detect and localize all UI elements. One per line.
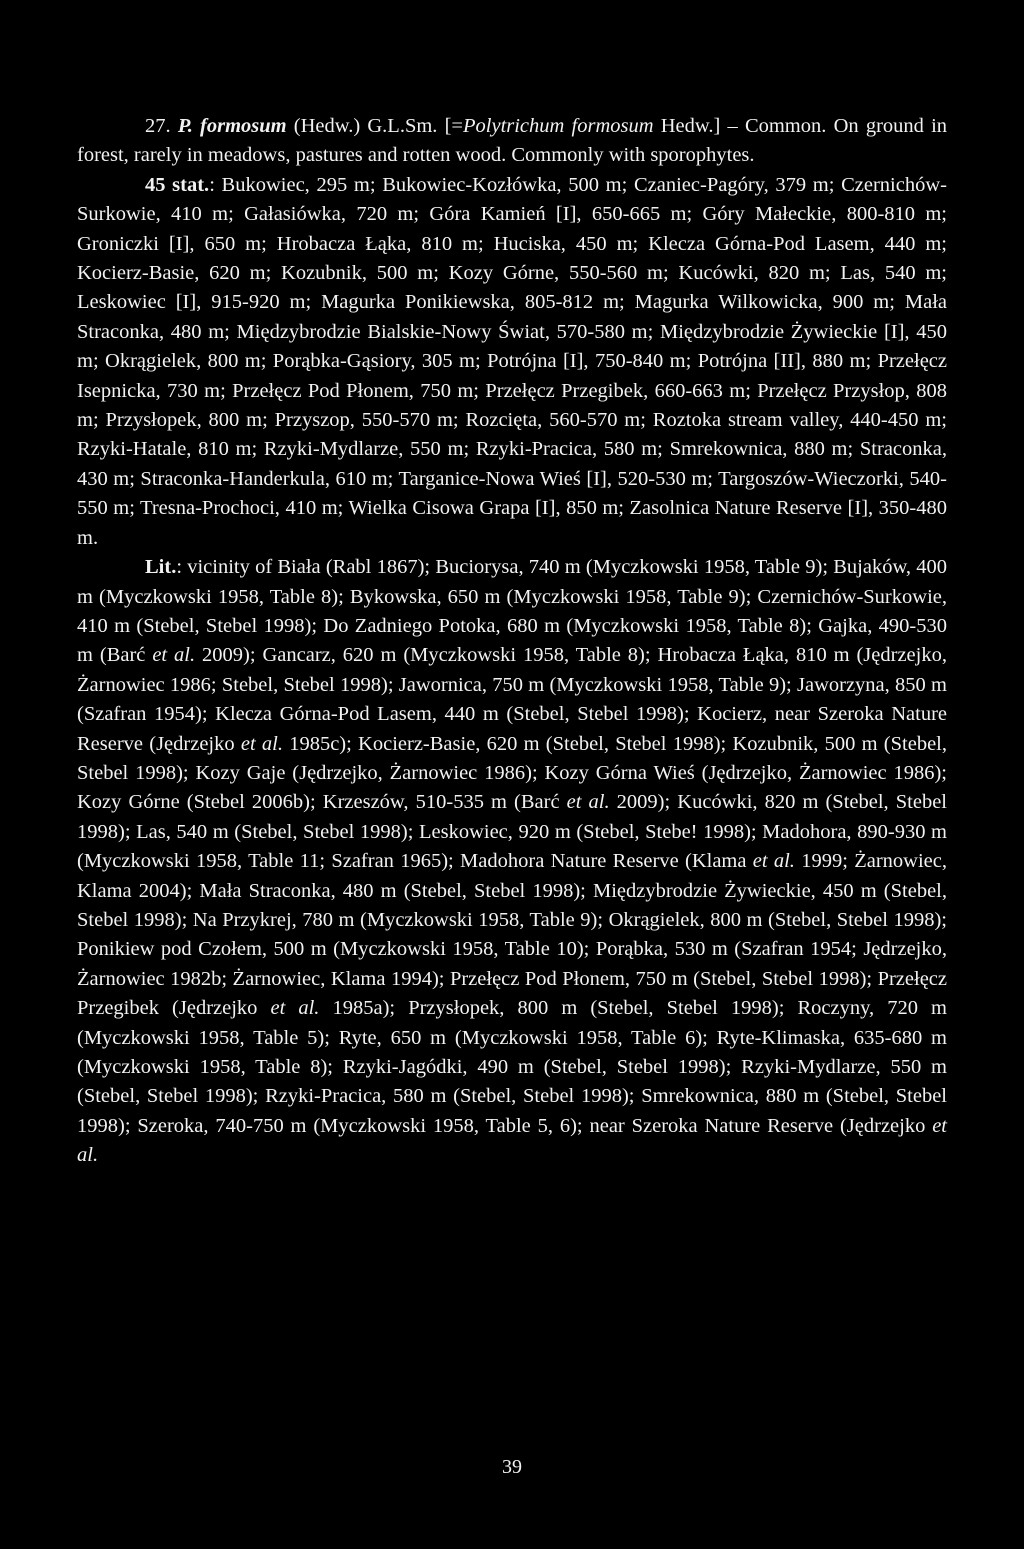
body-text [77,112,947,1171]
synonym-name: Polytrichum formosum [463,115,654,137]
literature-text: 1999; Żarnowiec, Klama 2004); Mała Straconka, 480 m (Stebel, Stebel 1998); Międzybrodzie Żywieckie, 450 m (Stebel, Stebel 1998); Na Przykrej, 780 m (Myczkowski 1958, Table 9); Okrągielek, 800 m (Stebel, Stebel 1998); Ponikiew pod Czołem, 500 m (Myczkowski 1958, Table 10); Porąbka, 530 m (Szafran 1954; Jędrzejko, Żarnowiec 1982b; Żarnowiec, Klama 1994); Przełęcz Pod Płonem, 750 m (Stebel, Stebel 1998); Przełęcz Przegibek (Jędrzejko [77,850,947,1020]
species-epithet: formosum [200,115,287,137]
entry-number: 27. [145,115,171,137]
habitat-text: On ground in forest, rarely in meadows, pastures and rotten wood. Commonly with sporophytes. [77,115,948,167]
et-al: et al. [240,732,283,755]
page-number: 39 [502,1456,522,1478]
literature-text: 2009); Gancarz, 620 m (Myczkowski 1958, Table 8); Hrobacza Łąka, 810 m (Jędrzejko, Żarnowiec 1986; Stebel, Stebel 1998); Jawornica, 750 m (Myczkowski 1958, Table 9); Jaworzyna, 850 m (Szafran 1954); Klecza Górna-Pod Lasem, 440 m (Stebel, Stebel 1998); Kocierz, near Szeroka Nature Reserve (Jędrzejko [77,644,947,755]
stations-text: : Bukowiec, 295 m; Bukowiec-Kozłówka, 500 m; Czaniec-Pagóry, 379 m; Czernichów-Surkowie, 410 m; Gałasiówka, 720 m; Góra Kamień [I], 650-665 m; Góry Małeckie, 800-810 m; Groniczki [I], 650 m; Hrobacza Łąka, 810 m; Huciska, 450 m; Klecza Górna-Pod Lasem, 440 m; Kocierz-Basie, 620 m; Kozubnik, 500 m; Kozy Górne, 550-560 m; Kucówki, 820 m; Las, 540 m; Leskowiec [I], 915-920 m; Magurka Ponikiewska, 805-812 m; Magurka Wilkowicka, 900 m; Mała Straconka, 480 m; Międzybrodzie Bialskie-Nowy Świat, 570-580 m; Międzybrodzie Żywieckie [I], 450 m; Okrągielek, 800 m; Porąbka-Gąsiory, 305 m; Potrójna [I], 750-840 m; Potrójna [II], 880 m; Przełęcz Isepnicka, 730 m; Przełęcz Pod Płonem, 750 m; Przełęcz Przegibek, 660-663 m; Przełęcz Przysłop, 808 m; Przysłopek, 800 m; Przyszop, 550-570 m; Rozcięta, 560-570 m; Roztoka stream valley, 440-450 m; Rzyki-Hatale, 810 m; Rzyki-Mydlarze, 550 m; Rzyki-Pracica, 580 m; Smrekownica, 880 m; Straconka, 430 m; Straconka-Handerkula, 610 m; Targanice-Nowa Wieś [I], 520-530 m; Targoszów-Wieczorki, 540-550 m; Tresna-Prochoci, 410 m; Wielka Cisowa Grapa [I], 850 m; Zasolnica Nature Reserve [I], 350-480 m. [77,173,947,549]
literature-text: 1985a); Przysłopek, 800 m (Stebel, Stebel 1998); Roczyny, 720 m (Myczkowski 1958, Table 5); Ryte, 650 m (Myczkowski 1958, Table 6); Ryte-Klimaska, 635-680 m (Myczkowski 1958, Table 8); Rzyki-Jagódki, 490 m (Stebel, Stebel 1998); Rzyki-Mydlarze, 550 m (Stebel, Stebel 1998); Rzyki-Pracica, 580 m (Stebel, Stebel 1998); Smrekownica, 880 m (Stebel, Stebel 1998); Szeroka, 740-750 m (Myczkowski 1958, Table 5, 6); near Szeroka Nature Reserve (Jędrzejko [77,997,948,1137]
et-al: et al. [270,997,320,1020]
genus-abbrev: P. [177,115,193,137]
synonym-open: [= [444,115,463,137]
et-al: et al. [752,850,795,873]
et-al: et al. [77,1114,947,1167]
authority: (Hedw.) G.L.Sm. [293,115,438,137]
literature-text: 1985c); Kocierz-Basie, 620 m (Stebel, Stebel 1998); Kozubnik, 500 m (Stebel, Stebel 1998); Kozy Gaje (Jędrzejko, Żarnowiec 1986); Kozy Górna Wieś (Jędrzejko, Żarnowiec 1986); Kozy Górne (Stebel 2006b); Krzeszów, 510-535 m (Barć [77,732,947,814]
dash: – [720,115,745,137]
frequency-status: Common. [744,115,827,137]
literature-text: 2009); Kucówki, 820 m (Stebel, Stebel 1998); Las, 540 m (Stebel, Stebel 1998); Leskowiec, 920 m (Stebel, Stebe! 1998); Madohora, 890-930 m (Myczkowski 1958, Table 11; Szafran 1965); Madohora Nature Reserve (Klama [77,791,947,873]
synonym-authority: Hedw.] [653,115,721,137]
literature-label: Lit. [145,556,177,579]
stations-paragraph [77,171,947,553]
et-al: et al. [152,644,196,667]
literature-text: : vicinity of Biała (Rabl 1867); Buciorysa, 740 m (Myczkowski 1958, Table 9); Bujaków, 400 m (Myczkowski 1958, Table 8); Bykowska, 650 m (Myczkowski 1958, Table 9); Czernichów-Surkowie, 410 m (Stebel, Stebel 1998); Do Zadniego Potoka, 680 m (Myczkowski 1958, Table 8); Gajka, 490-530 m (Barć [77,556,947,667]
stations-label: 45 stat. [145,173,210,196]
literature-paragraph [77,553,947,1171]
species-heading-paragraph [77,112,947,171]
et-al: et al. [566,791,610,814]
